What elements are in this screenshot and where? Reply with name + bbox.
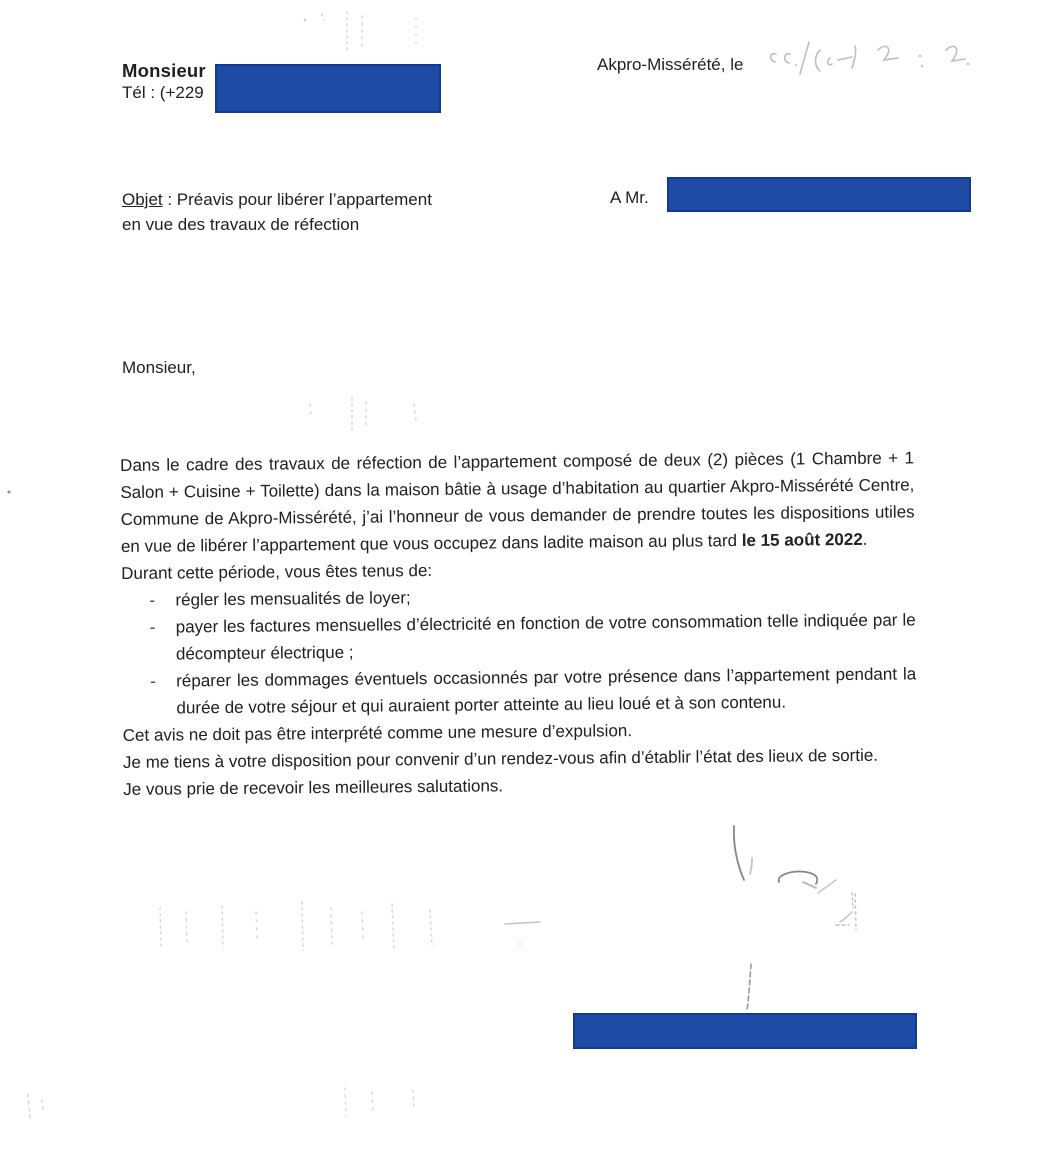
obligations-list	[121, 579, 916, 722]
deadline-date: le 15 août 2022	[741, 529, 863, 551]
paragraph-notice	[120, 444, 915, 560]
paragraph-closing: Je vous prie de recevoir les meilleures salutations.	[123, 776, 504, 799]
paragraph-notice-end: .	[862, 529, 868, 549]
subject-line2: en vue des travaux de réfection	[122, 215, 360, 234]
recipient-prefix: A Mr.	[610, 188, 649, 207]
paragraph-rendezvous: Je me tiens à votre disposition pour convenir d’un rendez-vous afin d’établir l’état des lieux de sortie.	[122, 745, 879, 772]
dash-bullet: -	[149, 617, 156, 637]
signature-scribble	[700, 820, 890, 945]
subject-block	[122, 187, 522, 237]
sender-phone: Tél : (+229	[122, 83, 204, 102]
redaction-box-signature	[573, 1013, 917, 1049]
redaction-box-sender-name	[215, 64, 441, 113]
paragraph-not-expulsion: Cet avis ne doit pas être interprété comme une mesure d’expulsion.	[122, 721, 633, 745]
pen-mark	[742, 962, 758, 1014]
handwritten-date-scribble	[762, 38, 980, 88]
paragraph-obligations-intro: Durant cette période, vous êtes tenus de:	[121, 561, 433, 583]
dash-bullet: -	[149, 590, 156, 610]
subject-label: Objet	[122, 190, 163, 209]
subject-line1: : Préavis pour libérer l’appartement	[162, 190, 432, 209]
list-item: - régler les mensualités de loyer;	[121, 579, 915, 614]
sender-title: Monsieur	[122, 60, 206, 81]
list-item: - payer les factures mensuelles d’électricité en fonction de votre consommation telle indiquée par le décompteur électrique ;	[149, 610, 916, 664]
redaction-box-recipient-name	[667, 177, 971, 212]
list-item: - réparer les dommages éventuels occasionnés par votre présence dans l’appartement pendant la durée de votre séjour et qui auraient porter atteinte au lieu loué et à son contenu.	[150, 664, 917, 718]
letter-body	[120, 444, 917, 803]
sender-block	[122, 60, 206, 104]
salutation: Monsieur,	[122, 358, 196, 377]
dash-bullet: -	[150, 671, 156, 691]
paragraph-notice-text: Dans le cadre des travaux de réfection de l’appartement composé de deux (2) pièces (1 Chambre + 1 Salon + Cuisine + Toilette) dans la maison bâtie à usage d’habitation au quartier Akpro-Missérété Centre, Commune de Akpro-Missérété, j’ai l’honneur de vous demander de prendre toutes les dispositions utiles en vue de libérer l’appartement que vous occupez dans ladite maison au plus tard	[120, 448, 915, 556]
place-date-line: Akpro-Missérété, le	[597, 55, 744, 74]
